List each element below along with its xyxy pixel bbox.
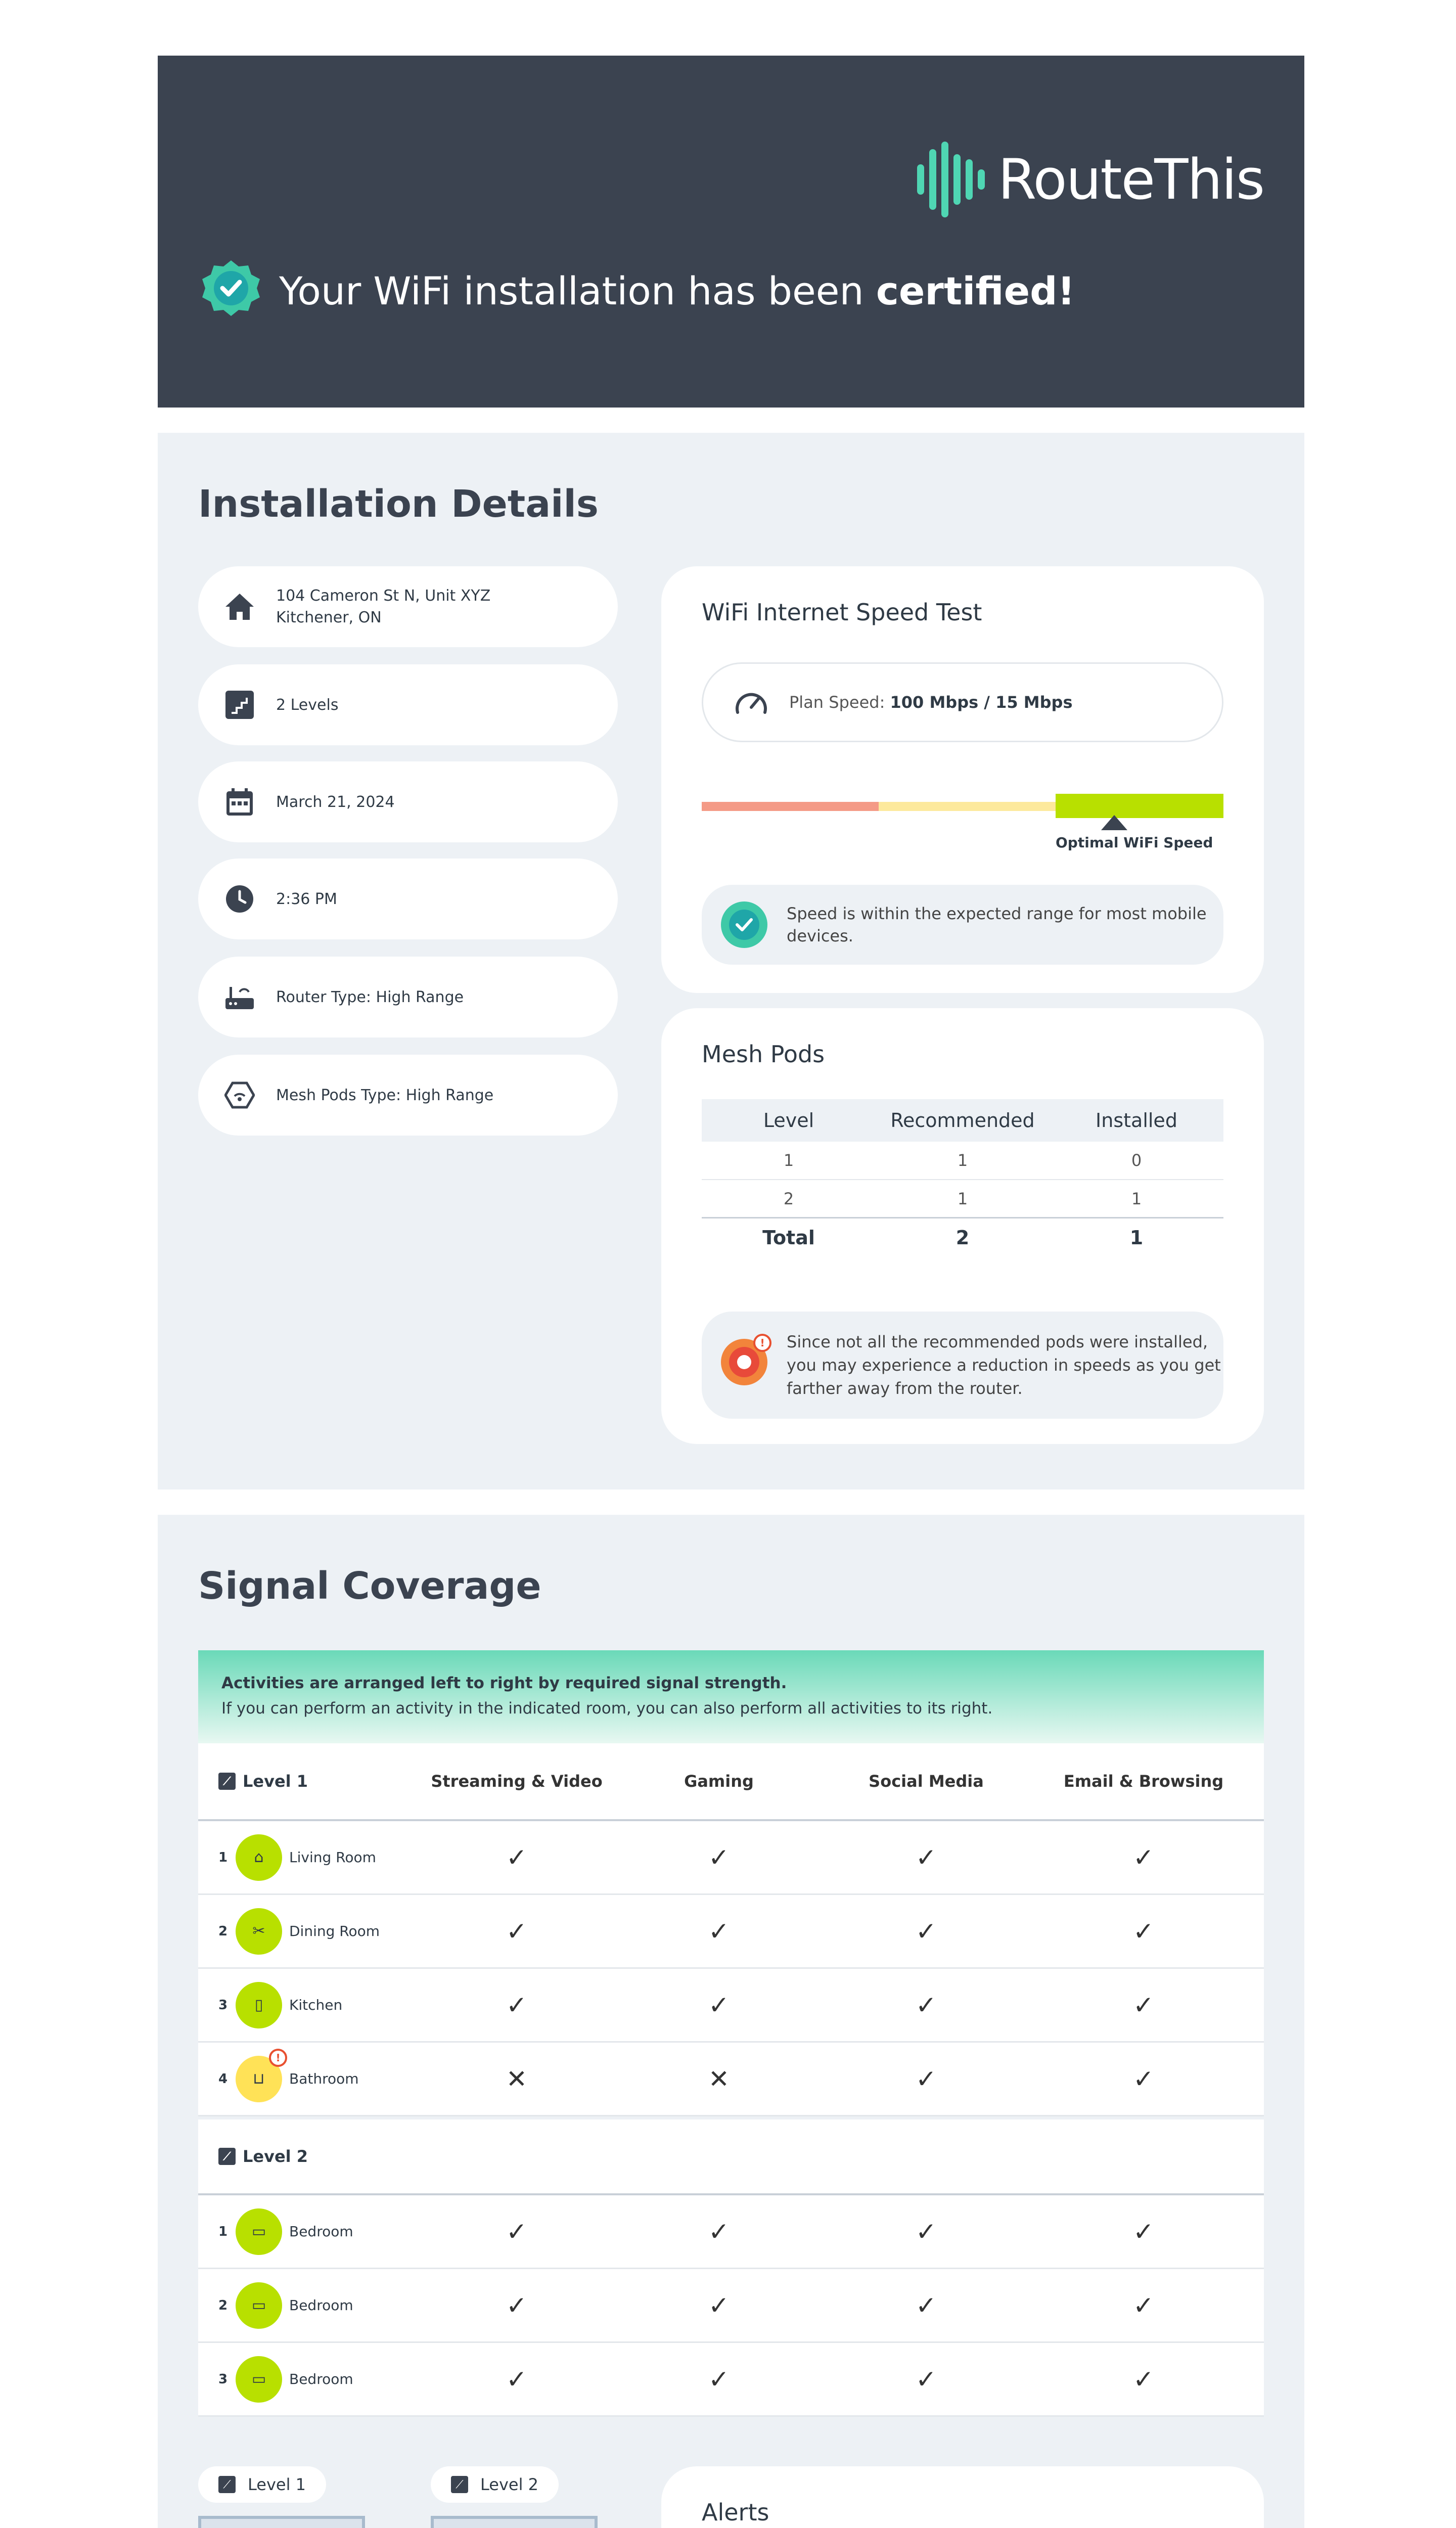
time-pill: [198, 859, 618, 939]
table-row: [198, 2043, 1264, 2116]
check-icon: ✓: [708, 2364, 730, 2394]
col-streaming: Streaming & Video: [431, 1772, 603, 1791]
check-icon: ✓: [1133, 2217, 1154, 2246]
levels-pill: [198, 664, 618, 745]
routethis-logo-icon: [917, 142, 988, 217]
home-icon: [223, 591, 256, 623]
room-name: Bedroom: [289, 2371, 353, 2387]
banner-text: If you can perform an activity in the indicated room, you can also perform all activities to its right.: [221, 1699, 993, 1718]
room-num: 2: [218, 1923, 228, 1939]
check-icon: ✓: [506, 1916, 527, 1946]
certified-title: [198, 258, 1075, 324]
gauge-pointer-icon: [1101, 815, 1127, 830]
check-icon: ✓: [1133, 1842, 1154, 1872]
section-title: Signal Coverage: [198, 1564, 541, 1608]
check-icon: ✓: [708, 1990, 730, 2020]
speed-test-title: WiFi Internet Speed Test: [702, 599, 982, 626]
router-type-text: Router Type: High Range: [276, 988, 464, 1006]
check-icon: ✓: [916, 2217, 937, 2246]
col-recommended: Recommended: [890, 1109, 1035, 1132]
coverage-header: [198, 1743, 1264, 1821]
check-icon: ✓: [916, 2364, 937, 2394]
check-icon: ✓: [708, 1842, 730, 1872]
plan-speed-value: 100 Mbps / 15 Mbps: [890, 693, 1073, 712]
speedometer-icon: [734, 687, 769, 717]
installation-details-section: [158, 433, 1304, 1489]
cross-icon: ✕: [506, 2064, 527, 2094]
check-icon: ✓: [708, 2290, 730, 2320]
check-icon: ✓: [916, 1990, 937, 2020]
address-line1: 104 Cameron St N, Unit XYZ: [276, 587, 491, 605]
cell: 2: [956, 1227, 970, 1249]
room-name: Dining Room: [289, 1923, 380, 1939]
level2-label: Level 2: [243, 2147, 308, 2166]
check-icon: ✓: [708, 1916, 730, 1946]
check-icon: ✓: [506, 1990, 527, 2020]
room-num: 2: [218, 2297, 228, 2313]
table-row: [198, 1969, 1264, 2043]
mesh-warning-text: Since not all the recommended pods were installed, you may experience a reduction in speeds as you get farther away from the router.: [787, 1332, 1221, 1398]
warning-icon: !: [720, 1338, 768, 1392]
room-icon: ▭: [236, 2282, 282, 2329]
mesh-warning-box: [702, 1312, 1223, 1419]
col-email: Email & Browsing: [1063, 1772, 1224, 1791]
col-level: Level: [763, 1109, 814, 1132]
table-row: [702, 1142, 1223, 1180]
level2-header: [198, 2119, 1264, 2195]
levels-text: 2 Levels: [276, 696, 339, 714]
label: Level 1: [248, 2475, 306, 2494]
check-icon: ✓: [916, 1916, 937, 1946]
col-installed: Installed: [1096, 1109, 1177, 1132]
plan-speed-box: [702, 662, 1223, 742]
cell: 1: [1131, 1189, 1142, 1208]
time-text: 2:36 PM: [276, 890, 337, 908]
cell: Total: [762, 1227, 815, 1249]
check-icon: ✓: [916, 2290, 937, 2320]
room-icon: ▯: [236, 1982, 282, 2028]
cell: 1: [957, 1189, 968, 1208]
pods-type-pill: [198, 1055, 618, 1136]
speed-status-text: Speed is within the expected range for most mobile devices.: [787, 904, 1207, 945]
gauge-mid: [879, 802, 1056, 811]
pods-type-text: Mesh Pods Type: High Range: [276, 1086, 494, 1104]
room-num: 3: [218, 2371, 228, 2387]
stairs-icon: [223, 689, 256, 721]
table-row: [198, 1895, 1264, 1969]
gauge-optimal: [1056, 794, 1223, 818]
stairs-icon: ⟋: [218, 2476, 236, 2493]
table-row: [702, 1180, 1223, 1218]
check-icon: ✓: [506, 2364, 527, 2394]
check-icon: ✓: [1133, 2364, 1154, 2394]
level1-label: Level 1: [243, 1772, 308, 1791]
room-icon: ⌂: [236, 1834, 282, 1881]
speed-gauge: [702, 794, 1223, 814]
map-level2-pill: [431, 2466, 559, 2503]
cell: 1: [1129, 1227, 1144, 1249]
room-name: Kitchen: [289, 1997, 343, 2013]
room-name: Bathroom: [289, 2070, 359, 2087]
room-num: 4: [218, 2071, 228, 2087]
header-banner: [158, 56, 1304, 408]
room-num: 1: [218, 2224, 228, 2239]
room-icon: ▭: [236, 2356, 282, 2403]
table-row: [198, 1821, 1264, 1895]
floorplan-level1: [198, 2516, 365, 2528]
plan-speed-label: Plan Speed:: [789, 693, 890, 712]
check-icon: ✓: [506, 2217, 527, 2246]
cross-icon: ✕: [708, 2064, 730, 2094]
room-icon: ⊔ !: [236, 2056, 282, 2102]
mesh-pods-table: [702, 1099, 1223, 1257]
signal-coverage-section: [158, 1515, 1304, 2528]
routethis-logo: [917, 142, 1264, 217]
floorplan-level2: [431, 2516, 598, 2528]
check-circle-icon: [720, 900, 768, 949]
certified-title-bold: certified!: [876, 268, 1075, 313]
certified-title-text: Your WiFi installation has been: [279, 268, 876, 313]
col-social: Social Media: [869, 1772, 984, 1791]
room-name: Bedroom: [289, 2297, 353, 2314]
room-num: 1: [218, 1849, 228, 1865]
mesh-pod-icon: [223, 1079, 256, 1111]
room-icon: ✂: [236, 1908, 282, 1955]
coverage-banner: [198, 1650, 1264, 1743]
table-row: [198, 2269, 1264, 2343]
stairs-icon: ⟋: [451, 2476, 468, 2493]
room-name: Bedroom: [289, 2223, 353, 2240]
check-icon: ✓: [708, 2217, 730, 2246]
alerts-card: [661, 2466, 1264, 2528]
cell: 0: [1131, 1151, 1142, 1170]
date-pill: [198, 761, 618, 842]
speed-status-box: [702, 885, 1223, 965]
address-line2: Kitchener, ON: [276, 609, 382, 626]
map-level1-pill: [198, 2466, 326, 2503]
router-icon: [223, 981, 256, 1013]
check-icon: ✓: [1133, 1990, 1154, 2020]
certified-badge-icon: [198, 258, 264, 324]
check-icon: ✓: [1133, 1916, 1154, 1946]
mesh-pods-card: [661, 1008, 1264, 1444]
clock-icon: [223, 883, 256, 915]
date-text: March 21, 2024: [276, 793, 395, 811]
router-type-pill: [198, 957, 618, 1037]
stairs-icon: ⟋: [218, 2148, 236, 2165]
logo-text: RouteThis: [997, 147, 1264, 212]
col-gaming: Gaming: [684, 1772, 754, 1791]
alerts-title: Alerts: [702, 2499, 769, 2526]
section-title: Installation Details: [198, 482, 599, 526]
mesh-table-header: [702, 1099, 1223, 1142]
check-icon: ✓: [1133, 2290, 1154, 2320]
calendar-icon: [223, 786, 256, 818]
check-icon: ✓: [916, 1842, 937, 1872]
room-name: Living Room: [289, 1849, 376, 1866]
gauge-low: [702, 802, 879, 811]
label: Level 2: [480, 2475, 538, 2494]
check-icon: ✓: [506, 2290, 527, 2320]
table-row: [198, 2195, 1264, 2269]
optimal-label: Optimal WiFi Speed: [1056, 834, 1213, 851]
banner-bold: Activities are arranged left to right by required signal strength.: [221, 1674, 787, 1692]
table-row: [198, 2343, 1264, 2417]
room-num: 3: [218, 1997, 228, 2013]
cell: 1: [957, 1151, 968, 1170]
room-icon: ▭: [236, 2208, 282, 2255]
stairs-icon: ⟋: [218, 1773, 236, 1790]
cell: 1: [783, 1151, 794, 1170]
check-icon: ✓: [506, 1842, 527, 1872]
address-pill: [198, 566, 618, 647]
cell: 2: [783, 1189, 794, 1208]
table-total-row: [702, 1218, 1223, 1257]
speed-test-card: [661, 566, 1264, 993]
check-icon: ✓: [1133, 2064, 1154, 2094]
mesh-pods-title: Mesh Pods: [702, 1041, 825, 1068]
check-icon: ✓: [916, 2064, 937, 2094]
